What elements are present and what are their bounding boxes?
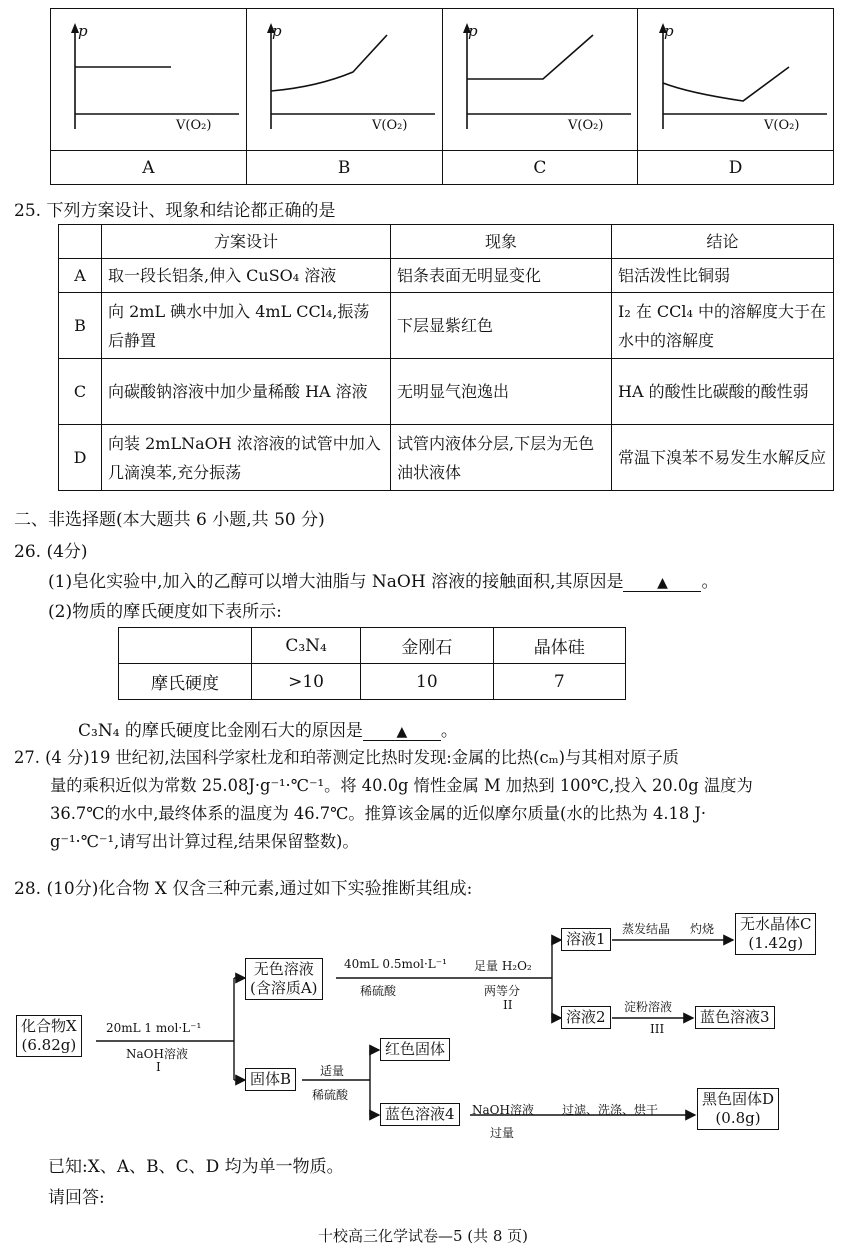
q25-opt: B (59, 293, 102, 359)
hardness-header-silicon: 晶体硅 (493, 628, 625, 664)
box-solution-2 (561, 1006, 611, 1029)
q27-line: 36.7℃的水中,最终体系的温度为 46.7℃。推算该金属的近似摩尔质量(水的比热为 4.18 J· (50, 804, 707, 823)
table-row (59, 293, 834, 359)
answer-blank: ▲ (363, 724, 441, 741)
q27-line: g⁻¹·℃⁻¹,请写出计算过程,结果保留整数)。 (50, 832, 359, 851)
q25-design: 向碳酸钠溶液中加少量稀酸 HA 溶液 (102, 359, 391, 425)
q25-phenomenon: 下层显紫红色 (391, 293, 612, 359)
hardness-c3n4: >10 (252, 664, 361, 700)
box-solution-1 (561, 928, 611, 951)
box-text: 溶液2 (566, 1008, 606, 1026)
hardness-header-empty (119, 628, 252, 664)
h2o2-reagent: 足量 H₂O₂ (474, 959, 532, 973)
box-red-solid (380, 1038, 450, 1061)
option-d-label: D (638, 151, 834, 185)
axis-v-b: V(O₂) (372, 118, 408, 133)
q25-header-opt (59, 225, 102, 259)
q25-opt: D (59, 425, 102, 491)
starch-label: 淀粉溶液 (624, 1000, 673, 1014)
q25-header-conclusion: 结论 (612, 225, 834, 259)
table-row (59, 259, 834, 293)
q25-design: 向装 2mLNaOH 浓溶液的试管中加入几滴溴苯,充分振荡 (102, 425, 391, 491)
step1-solution: NaOH溶液 (126, 1047, 188, 1061)
q26-part1-end: 。 (701, 572, 719, 592)
calcine-label: 灼烧 (690, 922, 715, 936)
curve-b (271, 35, 387, 91)
filter-label: 过滤、洗涤、烘干 (562, 1103, 659, 1117)
box-compound-x (16, 1015, 82, 1057)
q25-design: 取一段长铝条,伸入 CuSO₄ 溶液 (102, 259, 391, 293)
box-solution-a (245, 958, 323, 1000)
page-footer: 十校高三化学试卷—5 (共 8 页) (317, 1227, 529, 1245)
box-text: 无色溶液 (含溶质A) (250, 960, 318, 997)
q25-conclusion: HA 的酸性比碳酸的酸性弱 (612, 359, 834, 425)
axis-p-c: p (468, 22, 478, 40)
box-text: 无水晶体C (1.42g) (740, 915, 812, 952)
q28-ask: 请回答: (48, 1188, 105, 1208)
table-row (59, 359, 834, 425)
box-solid-b (245, 1068, 296, 1091)
q26-part3 (78, 716, 458, 741)
axis-v-d: V(O₂) (764, 118, 800, 133)
box-blue-solution-3 (695, 1006, 775, 1029)
q25-opt: A (59, 259, 102, 293)
box-blue-solution-4 (380, 1103, 460, 1126)
hardness-header-diamond: 金刚石 (361, 628, 493, 664)
box-text: 蓝色溶液3 (700, 1008, 770, 1026)
acid-name: 稀硫酸 (360, 984, 397, 998)
box-crystal-c (735, 913, 816, 955)
box-text: 固体B (250, 1070, 292, 1088)
q25-phenomenon: 铝条表面无明显变化 (391, 259, 612, 293)
step1-number: I (156, 1060, 161, 1074)
acid-amount-b: 适量 (320, 1064, 345, 1078)
option-b-label: B (246, 151, 442, 185)
q25-opt: C (59, 359, 102, 425)
q25-title: 25. 下列方案设计、现象和结论都正确的是 (14, 201, 336, 221)
hardness-silicon: 7 (493, 664, 625, 700)
acid-amount: 40mL 0.5mol·L⁻¹ (344, 957, 447, 971)
acid-name-b: 稀硫酸 (312, 1088, 349, 1102)
q25-table (58, 224, 834, 491)
hardness-table (118, 627, 626, 700)
box-black-solid-d (697, 1088, 779, 1130)
answer-blank: ▲ (623, 575, 701, 592)
naoh-label: NaOH溶液 (472, 1103, 534, 1117)
hardness-row-label: 摩氏硬度 (119, 664, 252, 700)
curve-d (663, 67, 789, 101)
q28-known: 已知:X、A、B、C、D 均为单一物质。 (48, 1157, 344, 1177)
q26-part2: (2)物质的摩氏硬度如下表所示: (48, 602, 282, 622)
hardness-header-c3n4: C₃N₄ (252, 628, 361, 664)
q25-header-phenomenon: 现象 (391, 225, 612, 259)
hardness-diamond: 10 (361, 664, 493, 700)
box-text: 溶液1 (566, 930, 606, 948)
axis-v-a: V(O₂) (176, 118, 212, 133)
q25-header-design: 方案设计 (102, 225, 391, 259)
q25-phenomenon: 试管内液体分层,下层为无色油状液体 (391, 425, 612, 491)
split-two: 两等分 (484, 984, 521, 998)
axis-v-c: V(O₂) (568, 118, 604, 133)
step2-number: II (503, 998, 513, 1012)
q26-part3-text: C₃N₄ 的摩氏硬度比金刚石大的原因是 (78, 721, 363, 741)
option-c-label: C (442, 151, 638, 185)
q25-design: 向 2mL 碘水中加入 4mL CCl₄,振荡后静置 (102, 293, 391, 359)
option-a-label: A (51, 151, 247, 185)
q26-part3-end: 。 (440, 721, 458, 741)
q25-conclusion: 铝活泼性比铜弱 (612, 259, 834, 293)
q25-conclusion: I₂ 在 CCl₄ 中的溶解度大于在水中的溶解度 (612, 293, 834, 359)
box-text: 化合物X (6.82g) (21, 1017, 77, 1054)
axis-p-a: p (78, 22, 88, 40)
step1-reagent: 20mL 1 mol·L⁻¹ (106, 1021, 202, 1035)
q27-line: 量的乘积近似为常数 25.08J·g⁻¹·℃⁻¹。将 40.0g 惰性金属 M 加热到 100℃,投入 20.0g 温度为 (50, 776, 753, 795)
graph-options-table (50, 8, 834, 185)
box-text: 红色固体 (385, 1040, 446, 1058)
box-text: 黑色固体D (0.8g) (702, 1090, 775, 1127)
axis-p-d: p (664, 22, 674, 40)
q27 (14, 744, 753, 856)
q25-conclusion: 常温下溴苯不易发生水解反应 (612, 425, 834, 491)
curve-c (467, 35, 593, 79)
table-row (59, 425, 834, 491)
q26-part1 (48, 567, 718, 592)
box-text: 蓝色溶液4 (385, 1105, 455, 1123)
q26-part1-text: (1)皂化实验中,加入的乙醇可以增大油脂与 NaOH 溶液的接触面积,其原因是 (48, 572, 624, 592)
step3-number: III (650, 1022, 665, 1036)
q25-phenomenon: 无明显气泡逸出 (391, 359, 612, 425)
section-heading: 二、非选择题(本大题共 6 小题,共 50 分) (14, 510, 325, 530)
q26-title: 26. (4分) (14, 542, 88, 562)
q27-line: 27. (4 分)19 世纪初,法国科学家杜龙和珀蒂测定比热时发现:金属的比热(cₘ)与其相对原子质 (14, 748, 679, 767)
excess-label: 过量 (490, 1126, 515, 1140)
q28-title: 28. (10分)化合物 X 仅含三种元素,通过如下实验推断其组成: (14, 879, 473, 899)
axis-p-b: p (272, 22, 282, 40)
evaporate-label: 蒸发结晶 (622, 922, 671, 936)
